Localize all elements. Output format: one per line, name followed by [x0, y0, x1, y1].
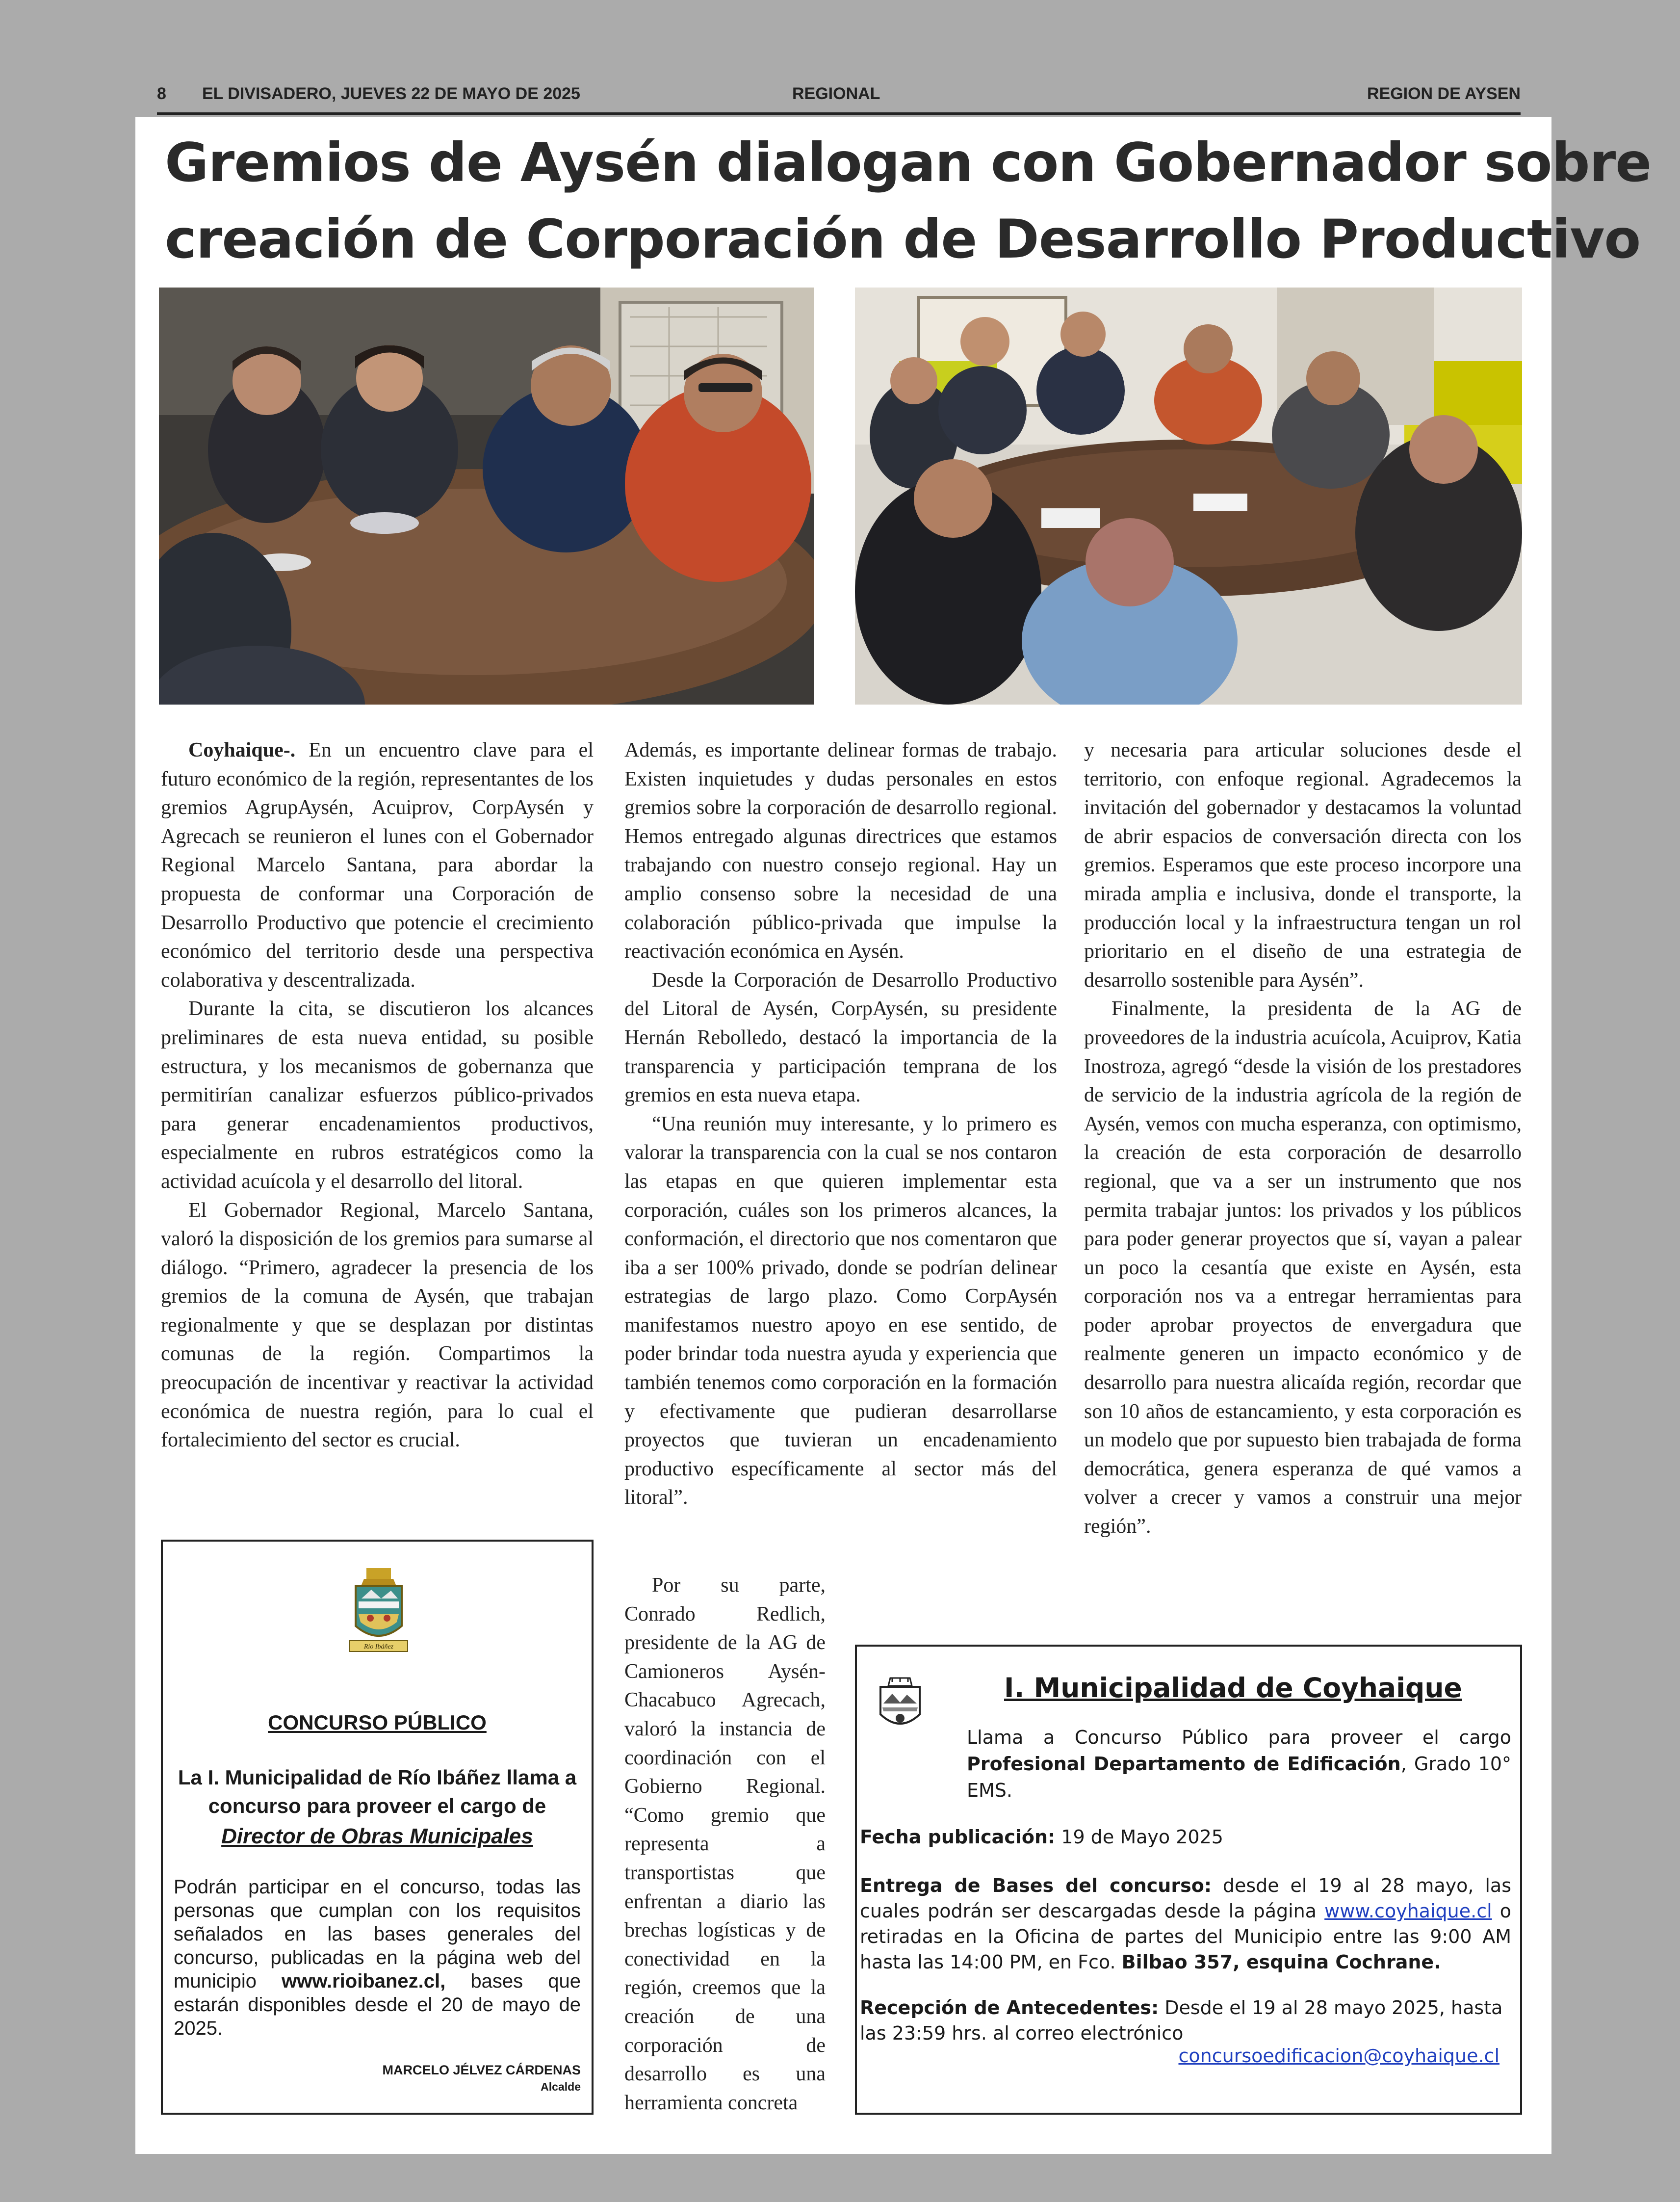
article-paragraph-3: El Gobernador Regional, Marcelo Santana, valoró la disposición de los gremios para sumarse al diálogo. “Primero, agradecer la presencia de los gremios de la comuna de Aysén, que trabajan regionalmente y que se desplazan por distintas comunas de la región. Compartimos la preocupación de incentivar y reactivar la actividad económica de nuestra región, para lo cual el fortalecimiento del sector es crucial. [161, 1199, 594, 1452]
coyhaique-reception [860, 1995, 1511, 2046]
rio-ibanez-crest-icon [347, 1567, 411, 1655]
meeting-photo-right [855, 288, 1522, 705]
ad-rio-ibanez [161, 1540, 594, 2115]
article-paragraph-2: Durante la cita, se discutieron los alcances preliminares de esta nueva entidad, su posible estructura, y los mecanismos de gobernanza que permitirían canalizar esfuerzos público-privados para generar encadenamientos productivos, especialmente en rubros estratégicos como la actividad acuícola y el desarrollo del litoral. [161, 997, 594, 1193]
ad-coyhaique [855, 1645, 1522, 2115]
coy-rec-label: Recepción de Antecedentes: [860, 1997, 1159, 2018]
article-column-3 [1084, 736, 1522, 1541]
article-column-2-narrow [624, 1571, 826, 2117]
coy-call-a: Llama a Concurso Público para proveer el cargo [967, 1727, 1511, 1748]
coyhaique-ad-title: I. Municipalidad de Coyhaique [1004, 1672, 1462, 1704]
coyhaique-email-link[interactable]: concursoedificacion@coyhaique.cl [1178, 2045, 1499, 2067]
coyhaique-website-link[interactable]: www.coyhaique.cl [1324, 1900, 1492, 1922]
rio-ad-position: Director de Obras Municipales [221, 1824, 533, 1848]
article-paragraph-8: y necesaria para articular soluciones desde el territorio, con enfoque regional. Agradecemos la invitación del gobernador y destacamos la voluntad de abrir espacios de conversación directa con los gremios. Esperamos que este proceso incorpore una mirada amplia e inclusiva, donde el transporte, la producción local y la infraestructura tengan un rol prioritario en el diseño de una estrategia de desarrollo sostenible para Aysén”. [1084, 739, 1522, 992]
publication-date: EL DIVISADERO, JUEVES 22 DE MAYO DE 2025 [202, 84, 580, 103]
article-paragraph-5: Desde la Corporación de Desarrollo Productivo del Litoral de Aysén, CorpAysén, su presidente Hernán Rebolledo, destacó la importancia de la transparencia y participación temprana de los gremios en esta nueva etapa. [624, 969, 1057, 1107]
coy-rec-value: Desde el 19 al 28 mayo 2025, hasta las 23:59 hrs. al correo electrónico [860, 1997, 1503, 2044]
page-number: 8 [157, 84, 166, 103]
rio-ad-signer-role: Alcalde [541, 2080, 581, 2093]
coy-pub-label: Fecha publicación: [860, 1826, 1056, 1848]
rio-ad-signer: MARCELO JÉLVEZ CÁRDENAS [382, 2063, 581, 2077]
article-column-1 [161, 736, 594, 1455]
newspaper-page [135, 117, 1652, 2154]
coy-call-b: , Grado 10° EMS. [967, 1753, 1511, 1801]
article-paragraph-4: Además, es importante delinear formas de trabajo. Existen inquietudes y dudas personales en estos gremios sobre la corporación de desarrollo regional. Hemos entregado algunas directrices que estamos trabajando con nuestro consejo regional. Hay un amplio consenso sobre la necesidad de una colaboración público-privada que impulse la reactivación económica en Aysén. [624, 739, 1057, 963]
coyhaique-crest-icon [877, 1676, 924, 1735]
headline-line-2: creación de Corporación de Desarrollo Productivo [165, 208, 1641, 270]
article-paragraph-6: “Una reunión muy interesante, y lo primero es valorar la transparencia con la cual se nos contaron las etapas en que quieren implementar esta corporación, cuáles son los primeros alcances, la conformación, el directorio que nos comentaron que iba a ser 100% privado, donde se podrían delinear estrategias de largo plazo. Como CorpAysén manifestamos nuestro apoyo en ese sentido, de poder brindar toda nuestra ayuda y experiencia que también tenemos como corporación en la formación y efectivamente que pudieran desarrollarse proyectos que tuvieran un encadenamiento productivo específicamente al sector más del litoral”. [624, 1112, 1057, 1509]
article-column-2 [624, 736, 1057, 1512]
coy-call-position: Profesional Departamento de Edificación [967, 1753, 1401, 1775]
rio-ad-title: CONCURSO PÚBLICO [268, 1711, 487, 1734]
article-paragraph-1 [161, 736, 594, 995]
coy-bases-address: Bilbao 357, esquina Cochrane. [1121, 1951, 1441, 1973]
headline-line-1: Gremios de Aysén dialogan con Gobernador sobre [165, 131, 1652, 194]
rio-ad-body [174, 1875, 581, 2040]
article-paragraph-9: Finalmente, la presidenta de la AG de proveedores de la industria acuícola, Acuiprov, Katia Inostroza, agregó “desde la visión de los prestadores de servicio de la industria agrícola de la región de Aysén, vemos con mucha esperanza, con optimismo, la creación de esta corporación de desarrollo regional, que va a ser un instrumento que nos permita trabajar juntos: los privados y los públicos para poder generar proyectos que sí, vayan a palear un poco la cesantía que existe en Aysén, esta corporación nos va a entregar herramientas para poder aprobar proyectos de envergadura que realmente generen un impacto económico y de desarrollo para nuestra alicaída región, recordar que son 10 años de estancamiento, y esta corporación es un modelo que por supuesto bien trabajada de forma democrática, genera esperanza de qué vamos a volver a crecer y vamos a construir una mejor región”. [1084, 997, 1522, 1538]
rio-ad-website: www.rioibanez.cl, [282, 1970, 446, 1992]
coy-bases-a: desde el 19 al 28 mayo, las cuales podrán ser descargadas desde la página [860, 1875, 1511, 1922]
headline [165, 125, 1652, 278]
article-paragraph-1-text: En un encuentro clave para el futuro económico de la región, representantes de los gremios AgrupAysén, Acuiprov, CorpAysén y Agrecach se reunieron el lunes con el Gobernador Regional Marcelo Santana, para abordar la propuesta de conformar una Corporación de Desarrollo Productivo que potencie el crecimiento económico del territorio desde una perspectiva colaborativa y descentralizada. [161, 739, 594, 992]
coy-bases-label: Entrega de Bases del concurso: [860, 1875, 1212, 1896]
coyhaique-ad-call [967, 1724, 1511, 1804]
rio-ad-body-a: Podrán participar en el concurso, todas las personas que cumplan con los requisitos señalados en las bases generales del concurso, publicadas en la página web del municipio [174, 1876, 581, 1992]
section-name: REGIONAL [792, 84, 880, 103]
rio-ad-body-b: bases que estarán disponibles desde el 20 de mayo de 2025. [174, 1970, 581, 2039]
coyhaique-bases-delivery [860, 1873, 1511, 1975]
rio-ad-call: La I. Municipalidad de Río Ibáñez llama a concurso para proveer el cargo de [178, 1766, 577, 1817]
article-dateline: Coyhaique-. [188, 739, 296, 761]
article-paragraph-7: Por su parte, Conrado Redlich, presidente de la AG de Camioneros Aysén-Chacabuco Agrecach, valoró la instancia de coordinación con el Gobierno Regional. “Como gremio que representa a transportistas que enfrentan a diario las brechas logísticas y de conectividad en la región, creemos que la creación de una corporación de desarrollo es una herramienta concreta [624, 1574, 826, 2114]
meeting-photo-left [159, 288, 814, 705]
region-name: REGION DE AYSEN [1367, 84, 1521, 103]
rio-crest-label: Río Ibáñez [363, 1643, 394, 1651]
coyhaique-publication-date [860, 1824, 1511, 1850]
page-header [157, 83, 1521, 115]
coy-bases-b: o retiradas en la Oficina de partes del Municipio entre las 9:00 AM hasta las 14:00 PM, en Fco. [860, 1900, 1511, 1973]
coy-pub-value: 19 de Mayo 2025 [1055, 1826, 1223, 1848]
